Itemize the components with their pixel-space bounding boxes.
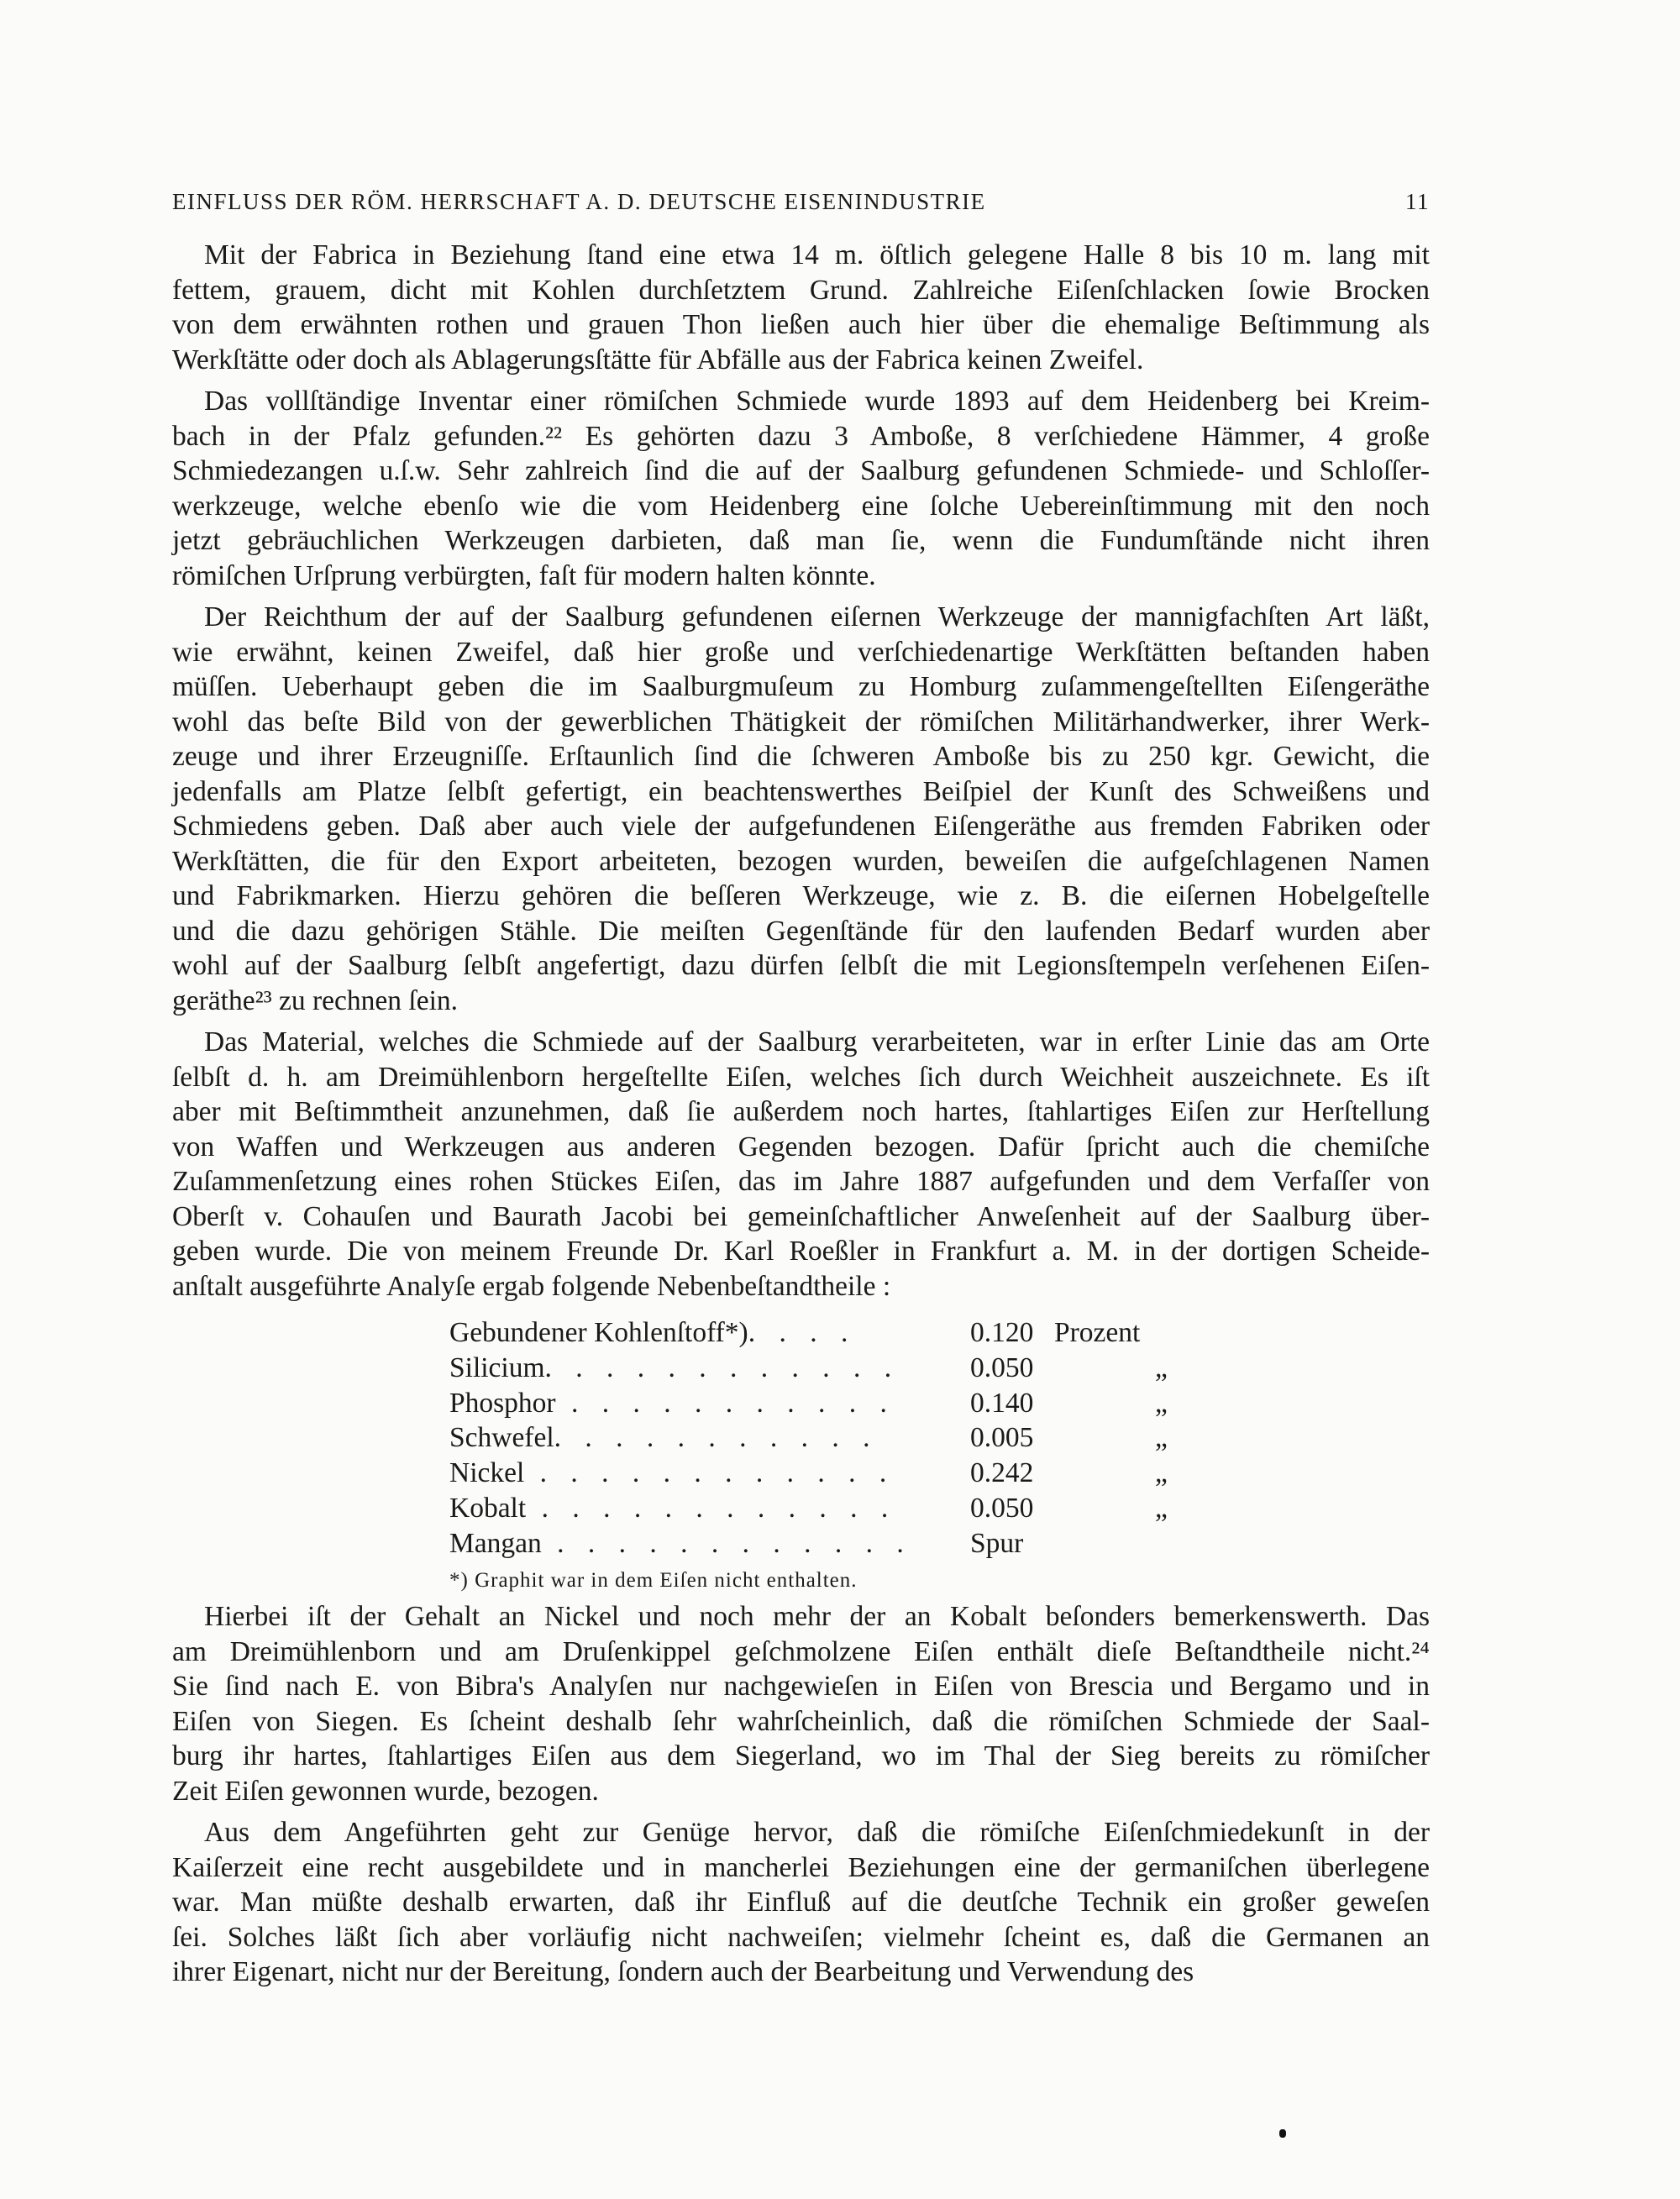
element-name: Silicium. . . . . . . . . . . . — [449, 1351, 900, 1383]
analysis-row — [449, 1420, 1205, 1456]
analysis-row — [449, 1315, 1205, 1351]
text-line: Zeit Eiſen gewonnen wurde, bezogen. — [172, 1775, 599, 1807]
text-line: Eiſen von Siegen. Es ſcheint deshalb ſehr wahrſcheinlich, daß die römiſchen Schmiede der Saal- — [172, 1705, 1430, 1737]
text-line: Sie ſind nach E. von Bibra's Analyſen nur nachgewieſen in Eiſen von Brescia und Bergamo und in — [172, 1671, 1430, 1702]
element-value: 0.140 — [970, 1387, 1034, 1419]
element-value: 0.242 — [970, 1457, 1034, 1489]
text-line: Das Material, welches die Schmiede auf der Saalburg verarbeiteten, war in erſter Linie das am Orte — [204, 1026, 1430, 1058]
text-line: jedenfalls am Platze ſelbſt gefertigt, ein beachtenswerthes Beiſpiel der Kunſt des Schweißens und — [172, 775, 1430, 807]
text-line: müſſen. Ueberhaupt geben die im Saalburgmuſeum zu Homburg zuſammengeſtellten Eiſengeräthe — [172, 671, 1430, 702]
text-line: jetzt gebräuchlichen Werkzeugen darbieten, daß man ſie, wenn die Fundumſtände nicht ihren — [172, 525, 1430, 556]
analysis-row — [449, 1456, 1205, 1491]
paragraph — [172, 600, 1430, 1018]
text-line: Werkſtätten, die für den Export arbeiteten, bezogen wurden, beweiſen die aufgeſchlagenen Namen — [172, 845, 1430, 877]
element-unit: „ — [1155, 1492, 1168, 1524]
running-title: EINFLUSS DER RÖM. HERRSCHAFT A. D. DEUTSCHE EISENINDUSTRIE — [172, 189, 986, 214]
text-line: wie erwähnt, keinen Zweifel, daß hier große und verſchiedenartige Werkſtätten beſtanden haben — [172, 636, 1430, 668]
element-unit: „ — [1155, 1387, 1168, 1419]
text-line: Mit der Fabrica in Beziehung ſtand eine etwa 14 m. öſtlich gelegene Halle 8 bis 10 m. lang mit — [204, 239, 1430, 270]
table-footnote: *) Graphit war in dem Eiſen nicht enthalten. — [449, 1568, 858, 1592]
element-value: 0.005 — [970, 1422, 1034, 1454]
paragraph — [172, 1599, 1430, 1808]
text-line: zeuge und ihrer Erzeugniſſe. Erſtaunlich ſind die ſchweren Amboße bis zu 250 kgr. Gewicht, die — [172, 741, 1430, 772]
text-line: von dem erwähnten rothen und grauen Thon ließen auch hier über die ehemalige Beſtimmung als — [172, 309, 1430, 340]
text-line: am Dreimühlenborn und am Druſenkippel geſchmolzene Eiſen enthält dieſe Beſtandtheile nicht.²⁴ — [172, 1635, 1430, 1667]
text-line: burg ihr hartes, ſtahlartiges Eiſen aus dem Siegerland, wo im Thal der Sieg bereits zu römiſcher — [172, 1740, 1430, 1771]
text-line: war. Man müßte deshalb erwarten, daß ihr Einfluß auf die deutſche Technik ein großer geweſen — [172, 1887, 1430, 1918]
ink-blot — [1279, 2129, 1286, 2138]
page-number: 11 — [1405, 189, 1430, 214]
element-name: Gebundener Kohlenſtoff*). . . . — [449, 1317, 857, 1348]
text-line: anſtalt ausgeführte Analyſe ergab folgende Nebenbeſtandtheile : — [172, 1270, 891, 1302]
text-line: fettem, grauem, dicht mit Kohlen durchſetztem Grund. Zahlreiche Eiſenſchlacken ſowie Brocken — [172, 274, 1430, 306]
element-unit: Prozent — [1054, 1317, 1141, 1348]
element-unit: „ — [1155, 1457, 1168, 1489]
text-line: werkzeuge, welche ebenſo wie die vom Heidenberg eine ſolche Uebereinſtimmung mit den noch — [172, 490, 1430, 522]
text-line: von Waffen und Werkzeugen aus anderen Gegenden bezogen. Dafür ſpricht auch die chemiſche — [172, 1131, 1430, 1162]
running-header — [172, 189, 1430, 215]
paragraph — [172, 1025, 1430, 1304]
element-value: 0.120 — [970, 1317, 1034, 1348]
text-line: ſelbſt d. h. am Dreimühlenborn hergeſtellte Eiſen, welches ſich durch Weichheit auszeichnete. Es iſt — [172, 1061, 1430, 1093]
text-line: Hierbei iſt der Gehalt an Nickel und noch mehr der an Kobalt beſonders bemerkenswerth. Das — [204, 1601, 1430, 1632]
text-line: Schmiedens geben. Daß aber auch viele der aufgefundenen Eiſengeräthe aus fremden Fabriken oder — [172, 811, 1430, 842]
element-name: Phosphor . . . . . . . . . . . — [449, 1387, 895, 1419]
text-line: römiſchen Urſprung verbürgten, faſt für modern halten könnte. — [172, 559, 876, 591]
paragraph — [172, 1815, 1430, 1990]
element-name: Nickel . . . . . . . . . . . . — [449, 1457, 895, 1489]
text-line: wohl auf der Saalburg ſelbſt angefertigt, dazu dürfen ſelbſt die mit Legionsſtempeln verſehenen Eiſen- — [172, 950, 1430, 981]
text-line: aber mit Beſtimmtheit anzunehmen, daß ſie außerdem noch hartes, ſtahlartiges Eiſen zur Herſtellung — [172, 1096, 1430, 1127]
text-line: wohl das beſte Bild von der gewerblichen Thätigkeit der römiſchen Militärhandwerker, ihrer Werk- — [172, 706, 1430, 737]
analysis-row — [449, 1386, 1205, 1421]
text-line: Werkſtätte oder doch als Ablagerungsſtätte für Abfälle aus der Fabrica keinen Zweifel. — [172, 344, 1144, 375]
text-line: Schmiedezangen u.ſ.w. Sehr zahlreich ſind die auf der Saalburg gefundenen Schmiede- und Schloſſer- — [172, 455, 1430, 486]
text-line: geräthe²³ zu rechnen ſein. — [172, 984, 459, 1016]
paragraph — [172, 384, 1430, 593]
element-unit: „ — [1155, 1351, 1168, 1383]
element-name: Kobalt . . . . . . . . . . . . — [449, 1492, 897, 1524]
analysis-row — [449, 1526, 1205, 1561]
analysis-table — [449, 1315, 1205, 1598]
text-line: ſei. Solches läßt ſich aber vorläufig nicht nachweiſen; vielmehr ſcheint es, daß die Germanen an — [172, 1921, 1430, 1953]
element-name: Mangan . . . . . . . . . . . . — [449, 1527, 912, 1559]
text-line: geben wurde. Die von meinem Freunde Dr. Karl Roeßler in Frankfurt a. M. in der dortigen Scheide- — [172, 1236, 1430, 1267]
body-text-top — [172, 238, 1430, 1310]
text-line: Oberſt v. Cohauſen und Baurath Jacobi bei gemeinſchaftlicher Anweſenheit auf der Saalburg über- — [172, 1200, 1430, 1232]
element-unit — [1054, 1526, 1205, 1561]
analysis-row — [449, 1351, 1205, 1386]
text-line: Der Reichthum der auf der Saalburg gefundenen eiſernen Werkzeuge der mannigfachſten Art läßt, — [204, 601, 1430, 632]
element-value: 0.050 — [970, 1351, 1034, 1383]
text-line: bach in der Pfalz gefunden.²² Es gehörten dazu 3 Amboße, 8 verſchiedene Hämmer, 4 große — [172, 420, 1430, 452]
text-line: Zuſammenſetzung eines rohen Stückes Eiſen, das im Jahre 1887 aufgefunden und dem Verfaſſer von — [172, 1166, 1430, 1197]
element-unit: „ — [1155, 1422, 1168, 1454]
analysis-row — [449, 1491, 1205, 1526]
text-line: Aus dem Angeführten geht zur Genüge hervor, daß die römiſche Eiſenſchmiedekunſt in der — [204, 1817, 1430, 1848]
element-value: 0.050 — [970, 1492, 1034, 1524]
text-line: und Fabrikmarken. Hierzu gehören die beſſeren Werkzeuge, wie z. B. die eiſernen Hobelgeſtelle — [172, 880, 1430, 911]
text-line: ihrer Eigenart, nicht nur der Bereitung, ſondern auch der Bearbeitung und Verwendung des — [172, 1956, 1194, 1987]
body-text-bottom — [172, 1599, 1430, 1997]
element-name: Schwefel. . . . . . . . . . . — [449, 1422, 879, 1454]
element-value: Spur — [970, 1527, 1024, 1559]
paragraph — [172, 238, 1430, 377]
text-line: und die dazu gehörigen Stähle. Die meiſten Gegenſtände für den laufenden Bedarf wurden aber — [172, 915, 1430, 947]
text-line: Das vollſtändige Inventar einer römiſchen Schmiede wurde 1893 auf dem Heidenberg bei Kreim- — [204, 386, 1430, 417]
text-line: Kaiſerzeit eine recht ausgebildete und in mancherlei Beziehungen eine der germaniſchen überlegene — [172, 1851, 1430, 1883]
